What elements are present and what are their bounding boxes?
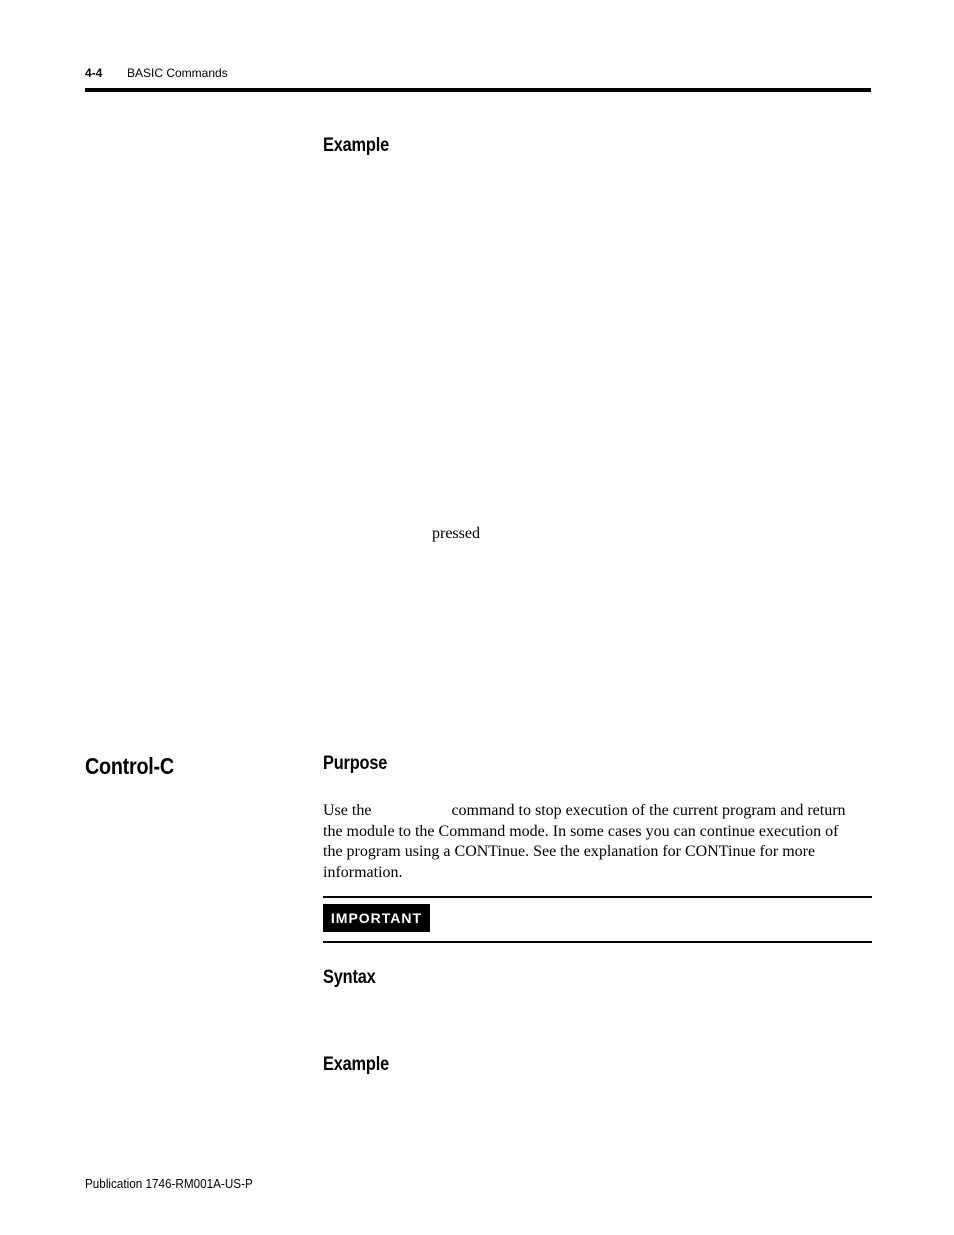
syntax-heading: Syntax <box>323 967 376 988</box>
purpose-line-2: the module to the Command mode. In some cases you can continue execution of <box>323 822 839 840</box>
important-badge: IMPORTANT <box>323 904 430 932</box>
purpose-line-3: the program using a CONTinue. See the explanation for CONTinue for more <box>323 843 816 860</box>
example-heading-bottom: Example <box>323 1054 390 1075</box>
header-rule <box>85 88 871 92</box>
purpose-line-1-end: command to stop execution of the current program and return <box>451 802 846 819</box>
purpose-paragraph <box>323 801 875 883</box>
purpose-line-4: information. <box>323 863 403 881</box>
purpose-line-1-start: Use the <box>323 802 372 819</box>
example-heading-top: Example <box>323 135 390 156</box>
page-number: 4-4 <box>85 66 103 80</box>
pressed-text: pressed <box>432 525 480 542</box>
purpose-heading: Purpose <box>323 753 388 774</box>
chapter-title: BASIC Commands <box>127 66 228 80</box>
important-top-rule <box>323 896 872 898</box>
important-bottom-rule <box>323 941 872 943</box>
section-title-control-c: Control-C <box>85 753 174 779</box>
publication-footer: Publication 1746-RM001A-US-P <box>85 1176 253 1191</box>
purpose-line-1 <box>323 801 875 822</box>
